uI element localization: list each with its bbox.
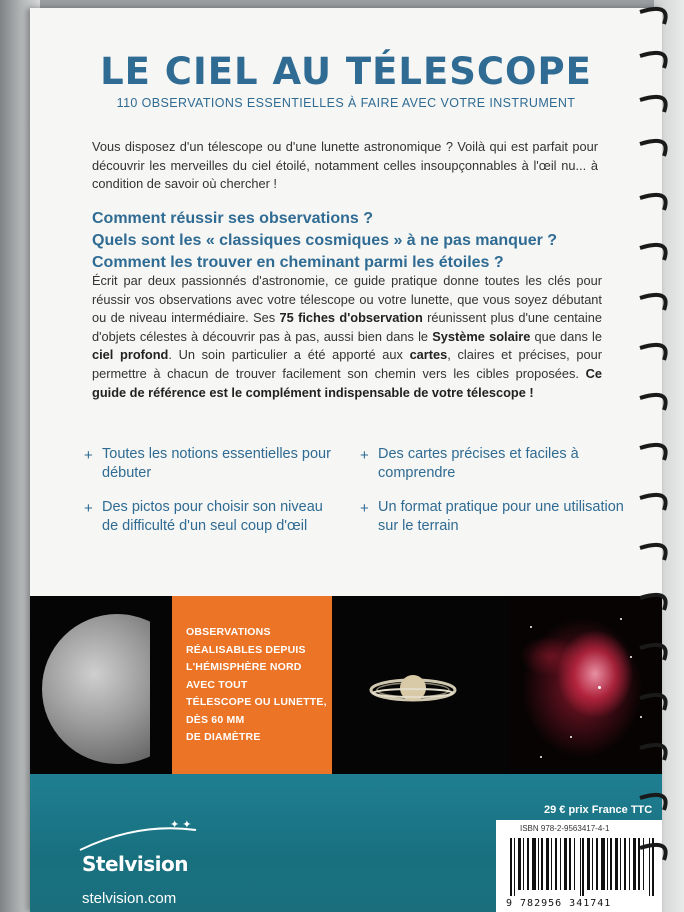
moon-photo-icon — [42, 614, 192, 764]
stelvision-logo: Stelvision — [82, 852, 189, 876]
description-paragraph — [92, 272, 602, 402]
body-bold-3: ciel profond — [92, 347, 169, 363]
plus-icon: + — [360, 447, 369, 464]
body-text-4: . Un soin particulier a été apporté aux — [168, 347, 410, 363]
publisher-band — [30, 774, 662, 912]
saturn-photo-icon — [368, 672, 458, 708]
body-text-5: , claires et précises, pour permettre à chacun de trouver facilement son chemin vers les cibles proposées. — [92, 347, 603, 381]
body-bold-1: 75 fiches d'observation — [279, 310, 423, 326]
body-bold-2: Système solaire — [432, 328, 531, 344]
info-line: L'HÉMISPHÈRE NORD — [186, 661, 302, 673]
astronomy-photo-band — [30, 596, 662, 774]
feature-text: Des pictos pour choisir son niveau de difficulté d'un seul coup d'œil — [102, 499, 323, 534]
feature-item — [360, 498, 628, 536]
isbn-text: ISBN 978-2-9563417-4-1 — [520, 824, 610, 833]
barcode-number: 9 782956 341741 — [506, 898, 612, 909]
price-label: 29 € prix France TTC — [544, 804, 653, 816]
body-bold-4: cartes — [409, 347, 448, 363]
spiral-binding-icon — [634, 0, 674, 912]
info-line: TÉLESCOPE OU LUNETTE, — [186, 696, 327, 708]
body-text-2: réunissent plus d'une centaine d'objets célestes à découvrir pas à pas, aussi bien dans le — [92, 310, 602, 344]
info-line: AVEC TOUT — [186, 678, 248, 691]
feature-item — [360, 445, 623, 483]
question-3: Comment les trouver en cheminant parmi les étoiles ? — [92, 254, 504, 271]
feature-item — [84, 445, 342, 483]
feature-text: Toutes les notions essentielles pour débuter — [102, 446, 331, 481]
body-text-3: que dans le — [530, 328, 602, 344]
observation-info-box — [172, 596, 332, 774]
question-2: Quels sont les « classiques cosmiques » à ne pas manquer ? — [92, 232, 558, 249]
feature-item — [84, 498, 332, 536]
body-text-1: Écrit par deux passionnés d'astronomie, ce guide pratique donne toutes les clés pour réussir vos observations avec votre télescope ou votre lunette, que vous soyez débutant ou de niveau intermédiaire. Ses — [92, 273, 602, 326]
info-line: DE DIAMÈTRE — [186, 731, 261, 743]
body-bold-5: Ce guide de référence est le complément indispensable de votre télescope ! — [92, 365, 602, 400]
book-subtitle: 110 OBSERVATIONS ESSENTIELLES À FAIRE AVEC VOTRE INSTRUMENT — [116, 96, 576, 110]
feature-text: Un format pratique pour une utilisation sur le terrain — [378, 499, 624, 534]
questions-block — [92, 208, 612, 274]
plus-icon: + — [84, 500, 93, 517]
info-line: RÉALISABLES DEPUIS — [186, 643, 306, 656]
book-title: LE CIEL AU TÉLESCOPE — [100, 50, 592, 93]
feature-text: Des cartes précises et faciles à comprendre — [378, 446, 579, 481]
plus-icon: + — [360, 500, 369, 517]
info-line: OBSERVATIONS — [186, 626, 271, 638]
intro-paragraph: Vous disposez d'un télescope ou d'une lunette astronomique ? Voilà qui est parfait pour découvrir les merveilles du ciel étoilé, notamment celles insoupçonnables à l'œil nu... à condition de savoir où chercher ! — [92, 139, 598, 191]
book-back-cover — [30, 8, 662, 912]
info-line: DÈS 60 MM — [186, 713, 245, 726]
question-1: Comment réussir ses observations ? — [92, 210, 373, 227]
logo-arc-icon — [78, 822, 198, 852]
logo-stars-icon: ✦ ✦ — [170, 819, 192, 831]
publisher-website: stelvision.com — [82, 890, 177, 907]
plus-icon: + — [84, 447, 93, 464]
